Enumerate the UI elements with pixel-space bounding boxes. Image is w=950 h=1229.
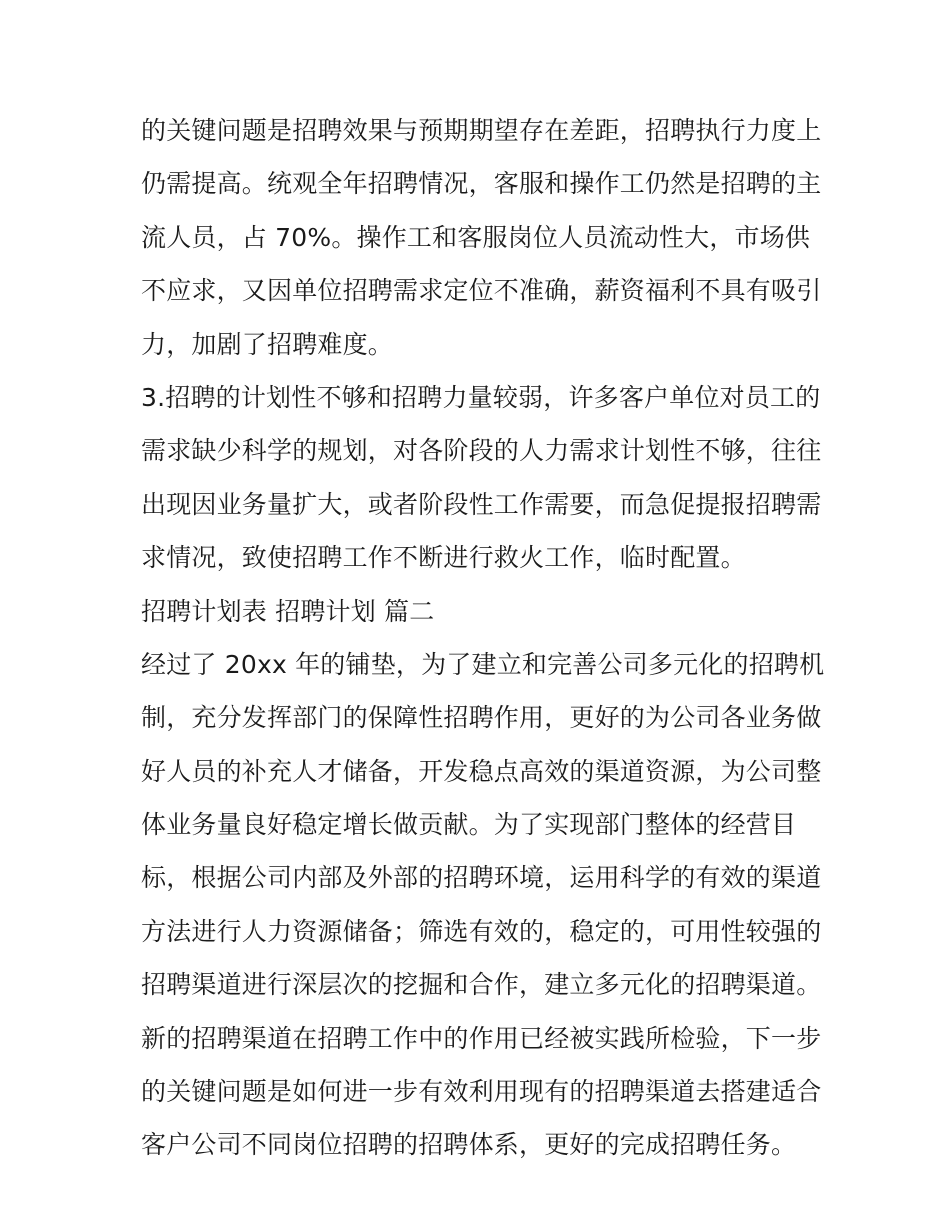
text-line: 不应求，又因单位招聘需求定位不准确，薪资福利不具有吸引 <box>141 276 822 306</box>
body-text <box>141 104 825 1172</box>
text-line: 出现因业务量扩大，或者阶段性工作需要，而急促提报招聘需 <box>141 489 822 519</box>
text-line: 的关键问题是如何进一步有效利用现有的招聘渠道去搭建适合 <box>141 1077 822 1107</box>
text-line: 经过了 20xx 年的铺垫，为了建立和完善公司多元化的招聘机 <box>141 649 825 679</box>
text-line: 3.招聘的计划性不够和招聘力量较弱，许多客户单位对员工的 <box>141 382 821 412</box>
text-line: 客户公司不同岗位招聘的招聘体系，更好的完成招聘任务。 <box>141 1130 797 1160</box>
text-line: 方法进行人力资源储备；筛选有效的，稳定的，可用性较强的 <box>141 916 822 946</box>
text-line: 新的招聘渠道在招聘工作中的作用已经被实践所检验，下一步 <box>141 1023 822 1053</box>
text-line: 标，根据公司内部及外部的招聘环境，运用科学的有效的渠道 <box>141 863 822 893</box>
text-line: 仍需提高。统观全年招聘情况，客服和操作工仍然是招聘的主 <box>141 169 822 199</box>
text-line: 好人员的补充人才储备，开发稳点高效的渠道资源，为公司整 <box>141 756 822 786</box>
text-line: 力，加剧了招聘难度。 <box>141 329 394 359</box>
section-heading: 招聘计划表 招聘计划 篇二 <box>141 596 435 626</box>
text-line: 流人员，占 70%。操作工和客服岗位人员流动性大，市场供 <box>141 222 811 252</box>
text-line: 需求缺少科学的规划，对各阶段的人力需求计划性不够，往往 <box>141 436 822 466</box>
text-line: 体业务量良好稳定增长做贡献。为了实现部门整体的经营目 <box>141 810 797 840</box>
text-line: 制，充分发挥部门的保障性招聘作用，更好的为公司各业务做 <box>141 703 822 733</box>
text-line: 求情况，致使招聘工作不断进行救火工作，临时配置。 <box>141 543 746 573</box>
text-line: 的关键问题是招聘效果与预期期望存在差距，招聘执行力度上 <box>141 116 822 145</box>
text-line: 招聘渠道进行深层次的挖掘和合作，建立多元化的招聘渠道。 <box>141 970 822 1000</box>
